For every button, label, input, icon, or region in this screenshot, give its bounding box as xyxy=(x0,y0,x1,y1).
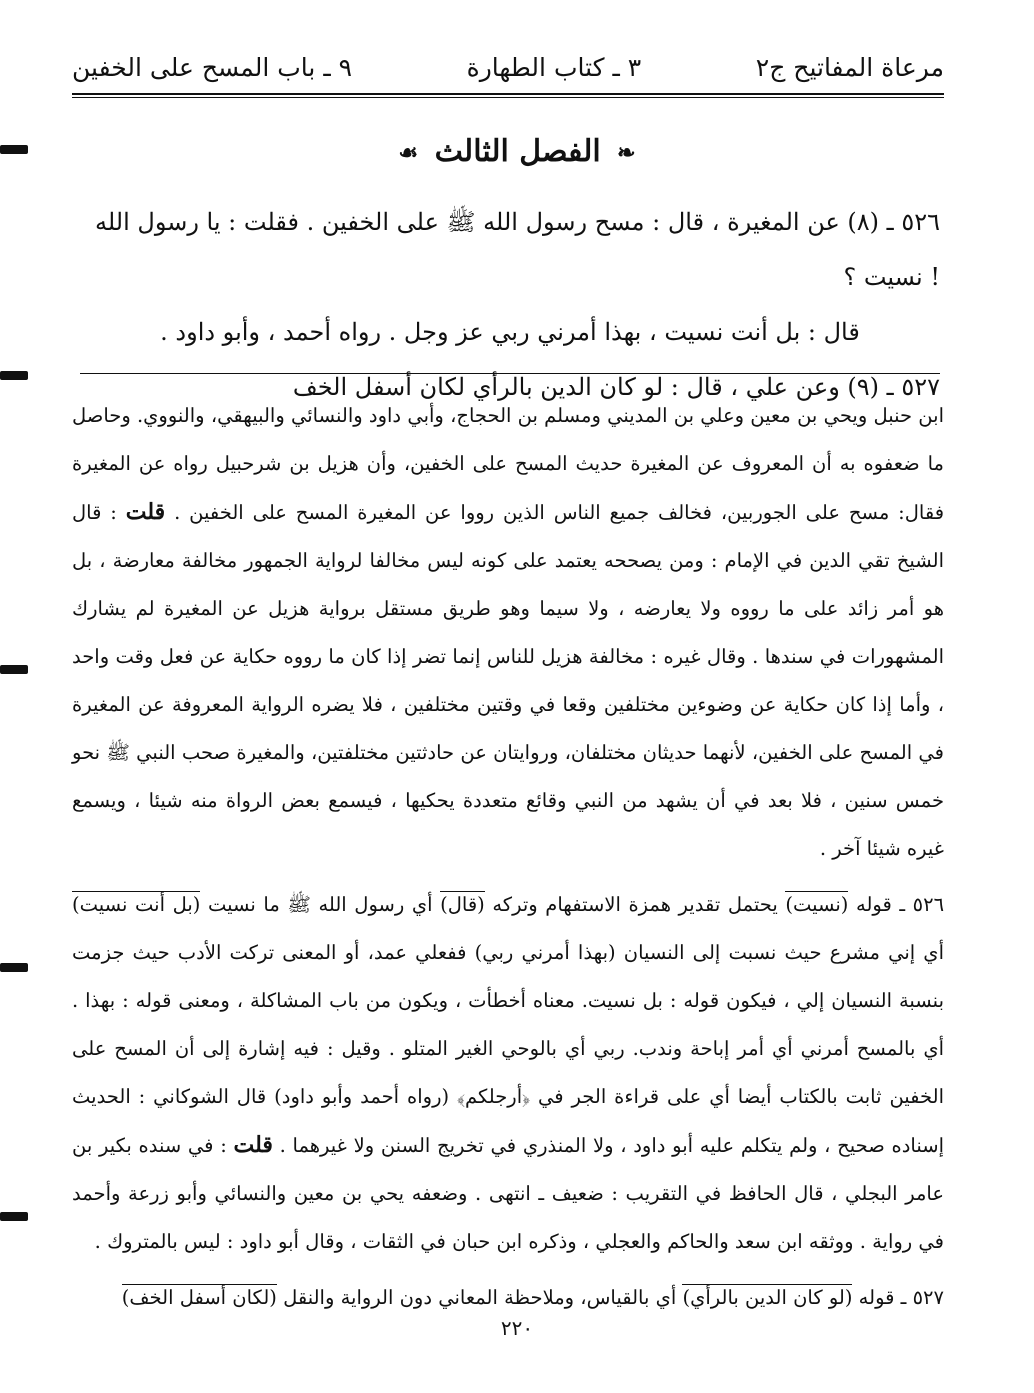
hadith-text xyxy=(80,195,940,415)
ornament-left-icon: ☙ xyxy=(398,140,419,166)
quoted-term: (بل أنت نسيت) xyxy=(72,893,201,916)
hadith-526-line2: قال : بل أنت نسيت ، بهذا أمرني ربي عز وجل . رواه أحمد ، وأبو داود . xyxy=(160,318,860,346)
commentary-text: أي بالقياس، وملاحظة المعاني دون الرواية والنقل xyxy=(283,1286,677,1309)
note-lead: ٥٢٦ ـ قوله xyxy=(856,893,945,916)
quoted-term: (نسيت) xyxy=(785,893,849,916)
section-title-text: الفصل الثالث xyxy=(434,134,601,169)
margin-mark xyxy=(0,1212,28,1221)
header-section: ٩ ـ باب المسح على الخفين xyxy=(72,52,353,82)
section-title xyxy=(0,134,1034,169)
footnote-separator xyxy=(80,373,940,374)
commentary-text: ابن حنبل ويحي بن معين وعلي بن المديني ومسلم بن الحجاج، وأبي داود والنسائي والبيهقي، والنووي. وحاصل ما ضعفوه به أن المعروف عن المغيرة حديث المسح على الخفين، وأن هزيل بن شرحبيل رواه عن المغيرة فقال: مسح على الجوربين، فخالف جميع الناس الذين رووا عن المغيرة المسح على الخفين . xyxy=(72,404,945,524)
commentary-text: : في سنده بكير بن عامر البجلي ، قال الحافظ في التقريب : ضعيف ـ انتهى . وضعفه يحي بن معين والنسائي وأبو زرعة وأحمد في رواية . ووثقه ابن سعد والحاكم والعجلي ، وذكره ابن حبان في الثقات ، وقال أبو داود : ليس بالمتروك . xyxy=(72,1134,944,1253)
hadith-527-line1: ٥٢٧ ـ (٩) وعن علي ، قال : لو كان الدين بالرأي لكان أسفل الخف xyxy=(292,373,940,401)
commentary-paragraph-527 xyxy=(72,1274,944,1322)
margin-mark xyxy=(0,963,28,972)
running-header xyxy=(72,44,944,90)
margin-mark xyxy=(0,665,28,674)
commentary xyxy=(72,392,944,1322)
note-lead: ٥٢٧ ـ قوله xyxy=(858,1286,944,1309)
hadith-526-line1: ٥٢٦ ـ (٨) عن المغيرة ، قال : مسح رسول الله ﷺ على الخفين . فقلت : يا رسول الله ! نسيت ؟ xyxy=(94,208,940,291)
qult-marker: قلت xyxy=(125,499,166,525)
commentary-paragraph-1 xyxy=(72,392,944,873)
header-book-title: مرعاة المفاتيح ج٢ xyxy=(755,52,944,82)
commentary-text: أي إني مشرع حيث نسبت إلى النسيان (بهذا أمرني ربي) ففعلي عمد، أو المعنى تركت الأدب حيث جزمت بنسبة النسيان إلي ، فيكون قوله : بل نسيت. معناه أخطأت ، ويكون من باب المشاكلة ، ومعنى قوله : بهذا . أي بالمسح أمرني أي أمر إباحة وندب. ربي أي بالوحي الغير المتلو . وقيل : فيه إشارة إلى أن المسح على الخفين ثابت بالكتاب أيضا أي على قراءة الجر في ﴿أرجلكم﴾ (رواه أحمد وأبو داود) قال الشوكاني : الحديث إسناده صحيح ، ولم يتكلم عليه أبو داود ، ولا المنذري في تخريج السنن ولا غيرهما . xyxy=(72,941,944,1157)
quoted-term: (لو كان الدين بالرأي) xyxy=(682,1286,853,1309)
margin-mark xyxy=(0,371,28,380)
commentary-text: يحتمل تقدير همزة الاستفهام وتركه xyxy=(492,893,778,916)
header-chapter: ٣ ـ كتاب الطهارة xyxy=(466,52,642,82)
quoted-term: (قال) xyxy=(440,893,485,916)
page-number: ٢٢٠ xyxy=(500,1316,534,1340)
margin-mark xyxy=(0,145,28,154)
quoted-term: (لكان أسفل الخف) xyxy=(121,1286,277,1309)
commentary-text: : قال الشيخ تقي الدين في الإمام : ومن يصححه يعتمد على كونه ليس مخالفا لرواية الجمهور مخالفة معارضة ، بل هو أمر زائد على ما رووه ولا يعارضه ، ولا سيما وهو طريق مستقل برواية هزيل عن المغيرة لم يشارك المشهورات في سندها . وقال غيره : مخالفة هزيل للناس إنما تضر إذا كان ما رووه حكاية عن فعل وقت واحد ، وأما إذا كان حكاية عن وضوءين مختلفين وقعا في وقتين مختلفين ، فلا يضره الرواية المعروفة عن المغيرة في المسح على الخفين، لأنهما حديثان مختلفان، وروايتان عن حادثتين مختلفتين، والمغيرة صحب النبي ﷺ نحو خمس سنين ، فلا بعد في أن يشهد من النبي وقائع متعددة يحكيها ، فيسمع بعض الرواة منه شيئا ، ويسمع غيره شيئا آخر . xyxy=(72,501,944,860)
commentary-text: أي رسول الله ﷺ ما نسيت xyxy=(207,893,433,916)
commentary-paragraph-526 xyxy=(72,881,944,1266)
ornament-right-icon: ❧ xyxy=(617,140,636,166)
spacer xyxy=(72,873,944,881)
header-rule xyxy=(72,93,944,98)
spacer xyxy=(72,1266,944,1274)
qult-marker: قلت xyxy=(233,1132,273,1158)
